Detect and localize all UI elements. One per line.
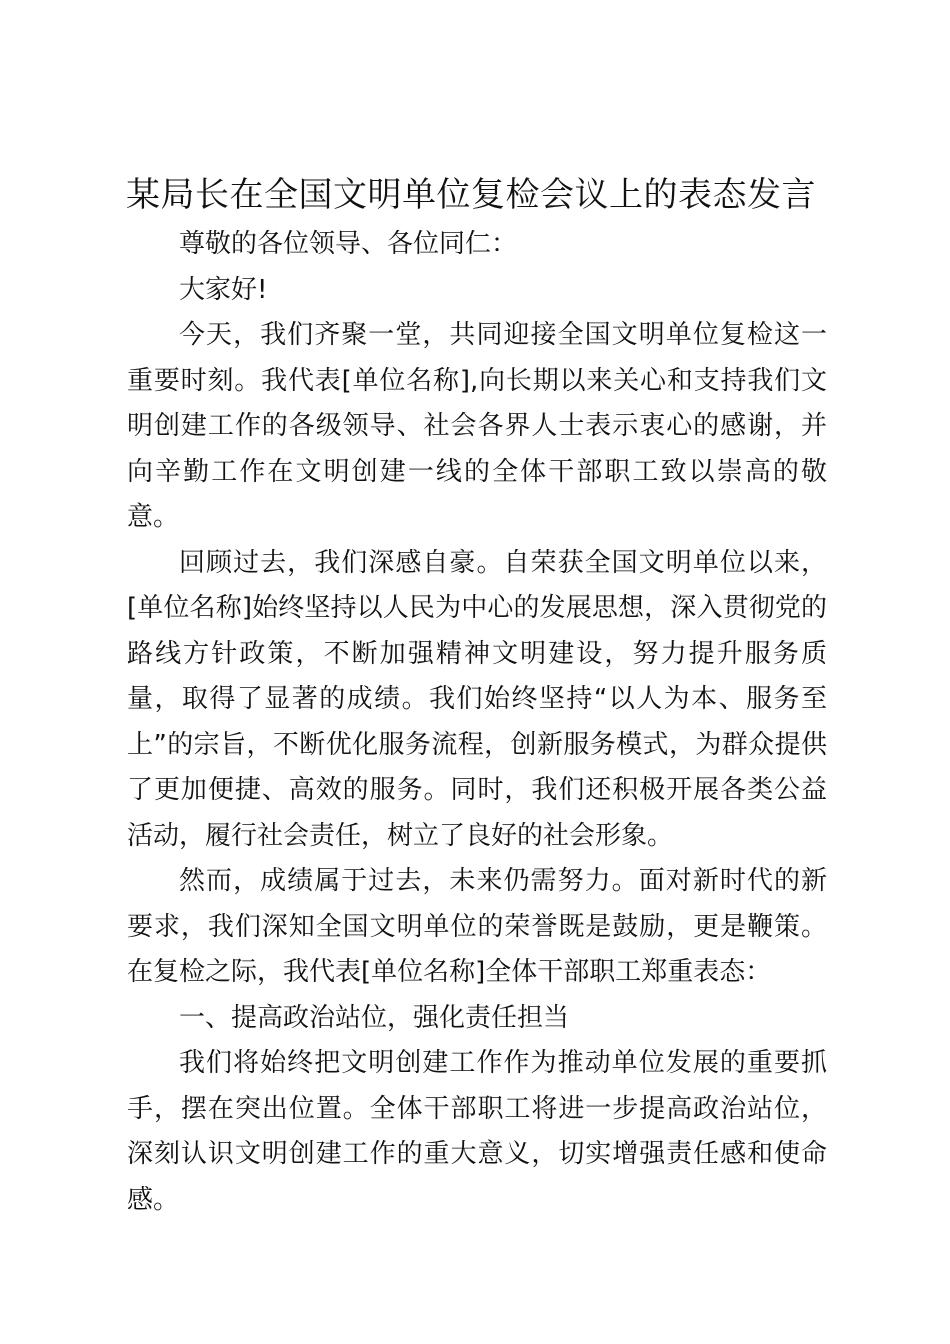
document-title: 某局长在全国文明单位复检会议上的表态发言 xyxy=(126,175,816,215)
greeting: 大家好! xyxy=(179,274,268,305)
paragraph-opening: 今天，我们齐聚一堂，共同迎接全国文明单位复检这一重要时刻。我代表[单位名称],向长期以来关心和支持我们文明创建工作的各级领导、社会各界人士表示衷心的感谢，并向辛勤工作在文明创建一线的全体干部职工致以崇高的敬意。 xyxy=(127,320,827,532)
document-body xyxy=(127,222,827,1223)
paragraph-pledge-intro: 然而，成绩属于过去，未来仍需努力。面对新时代的新要求，我们深知全国文明单位的荣誉既是鼓励，更是鞭策。在复检之际，我代表[单位名称]全体干部职工郑重表态： xyxy=(127,866,827,987)
section-heading-1: 一、提高政治站位，强化责任担当 xyxy=(179,1002,570,1033)
paragraph-review: 回顾过去，我们深感自豪。自荣获全国文明单位以来，[单位名称]始终坚持以人民为中心的发展思想，深入贯彻党的路线方针政策，不断加强精神文明建设，努力提升服务质量，取得了显著的成绩。我们始终坚持“以人为本、服务至上”的宗旨，不断优化服务流程，创新服务模式，为群众提供了更加便捷、高效的服务。同时，我们还积极开展各类公益活动，履行社会责任，树立了良好的社会形象。 xyxy=(127,547,827,851)
paragraph-section-1: 我们将始终把文明创建工作作为推动单位发展的重要抓手，摆在突出位置。全体干部职工将进一步提高政治站位，深刻认识文明创建工作的重大意义，切实增强责任感和使命感。 xyxy=(127,1048,827,1215)
salutation: 尊敬的各位领导、各位同仁： xyxy=(179,229,518,259)
